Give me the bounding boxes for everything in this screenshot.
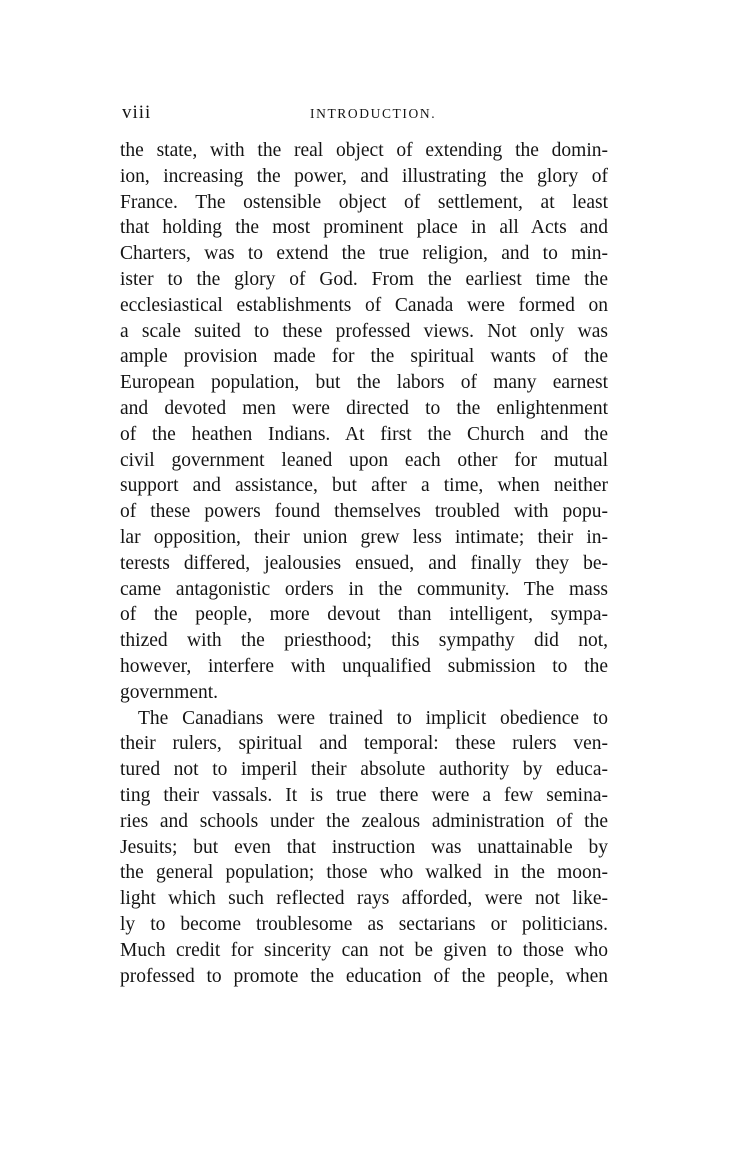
text-line: a scale suited to these professed views. Not only was — [120, 320, 608, 342]
text-line: civil government leaned upon each other for mutual — [120, 449, 608, 471]
text-line: tured not to imperil their absolute authority by educa- — [120, 759, 608, 781]
running-title: INTRODUCTION. — [310, 106, 437, 121]
text-line: Jesuits; but even that instruction was unattainable by — [120, 836, 608, 858]
text-line: support and assistance, but after a time, when neither — [120, 475, 608, 497]
text-line: Charters, was to extend the true religion, and to min- — [120, 243, 608, 265]
text-line: ly to become troublesome as sectarians or politicians. — [120, 913, 608, 935]
text-line: the state, with the real object of extending the domin- — [120, 140, 608, 161]
paragraph-start-line: The Canadians were trained to implicit obedience to — [138, 707, 608, 729]
text-line: ting their vassals. It is true there were a few semina- — [120, 784, 608, 806]
text-line: terests differed, jealousies ensued, and finally they be- — [120, 552, 608, 574]
text-line: their rulers, spiritual and temporal: these rulers ven- — [120, 733, 608, 755]
text-line: Much credit for sincerity can not be given to those who — [120, 939, 608, 961]
text-line: came antagonistic orders in the community. The mass — [120, 578, 608, 600]
text-line: European population, but the labors of many earnest — [120, 372, 608, 394]
page-number: viii — [122, 102, 152, 123]
text-line: ries and schools under the zealous administration of the — [120, 810, 608, 832]
text-line: lar opposition, their union grew less intimate; their in- — [120, 526, 608, 548]
text-line: the general population; those who walked in the moon- — [120, 862, 608, 884]
text-line: ecclesiastical establishments of Canada were formed on — [120, 294, 608, 316]
running-head — [120, 102, 610, 128]
text-line: ample provision made for the spiritual wants of the — [120, 346, 608, 368]
text-line: of the heathen Indians. At first the Church and the — [120, 423, 608, 445]
body-text — [120, 138, 608, 989]
text-line: however, interfere with unqualified submission to the — [120, 655, 608, 677]
text-line: professed to promote the education of the people, when — [120, 965, 608, 987]
text-line: of the people, more devout than intelligent, sympa- — [120, 604, 608, 626]
text-line: of these powers found themselves troubled with popu- — [120, 501, 608, 523]
text-line: ion, increasing the power, and illustrating the glory of — [120, 165, 608, 187]
text-line: light which such reflected rays afforded, were not like- — [120, 888, 608, 910]
text-line: thized with the priesthood; this sympathy did not, — [120, 630, 608, 652]
text-line: ister to the glory of God. From the earliest time the — [120, 268, 608, 290]
text-line: that holding the most prominent place in all Acts and — [120, 217, 608, 239]
paragraph-end-line: government. — [120, 681, 219, 703]
text-line: and devoted men were directed to the enlightenment — [120, 397, 608, 419]
text-line: France. The ostensible object of settlement, at least — [120, 191, 608, 213]
